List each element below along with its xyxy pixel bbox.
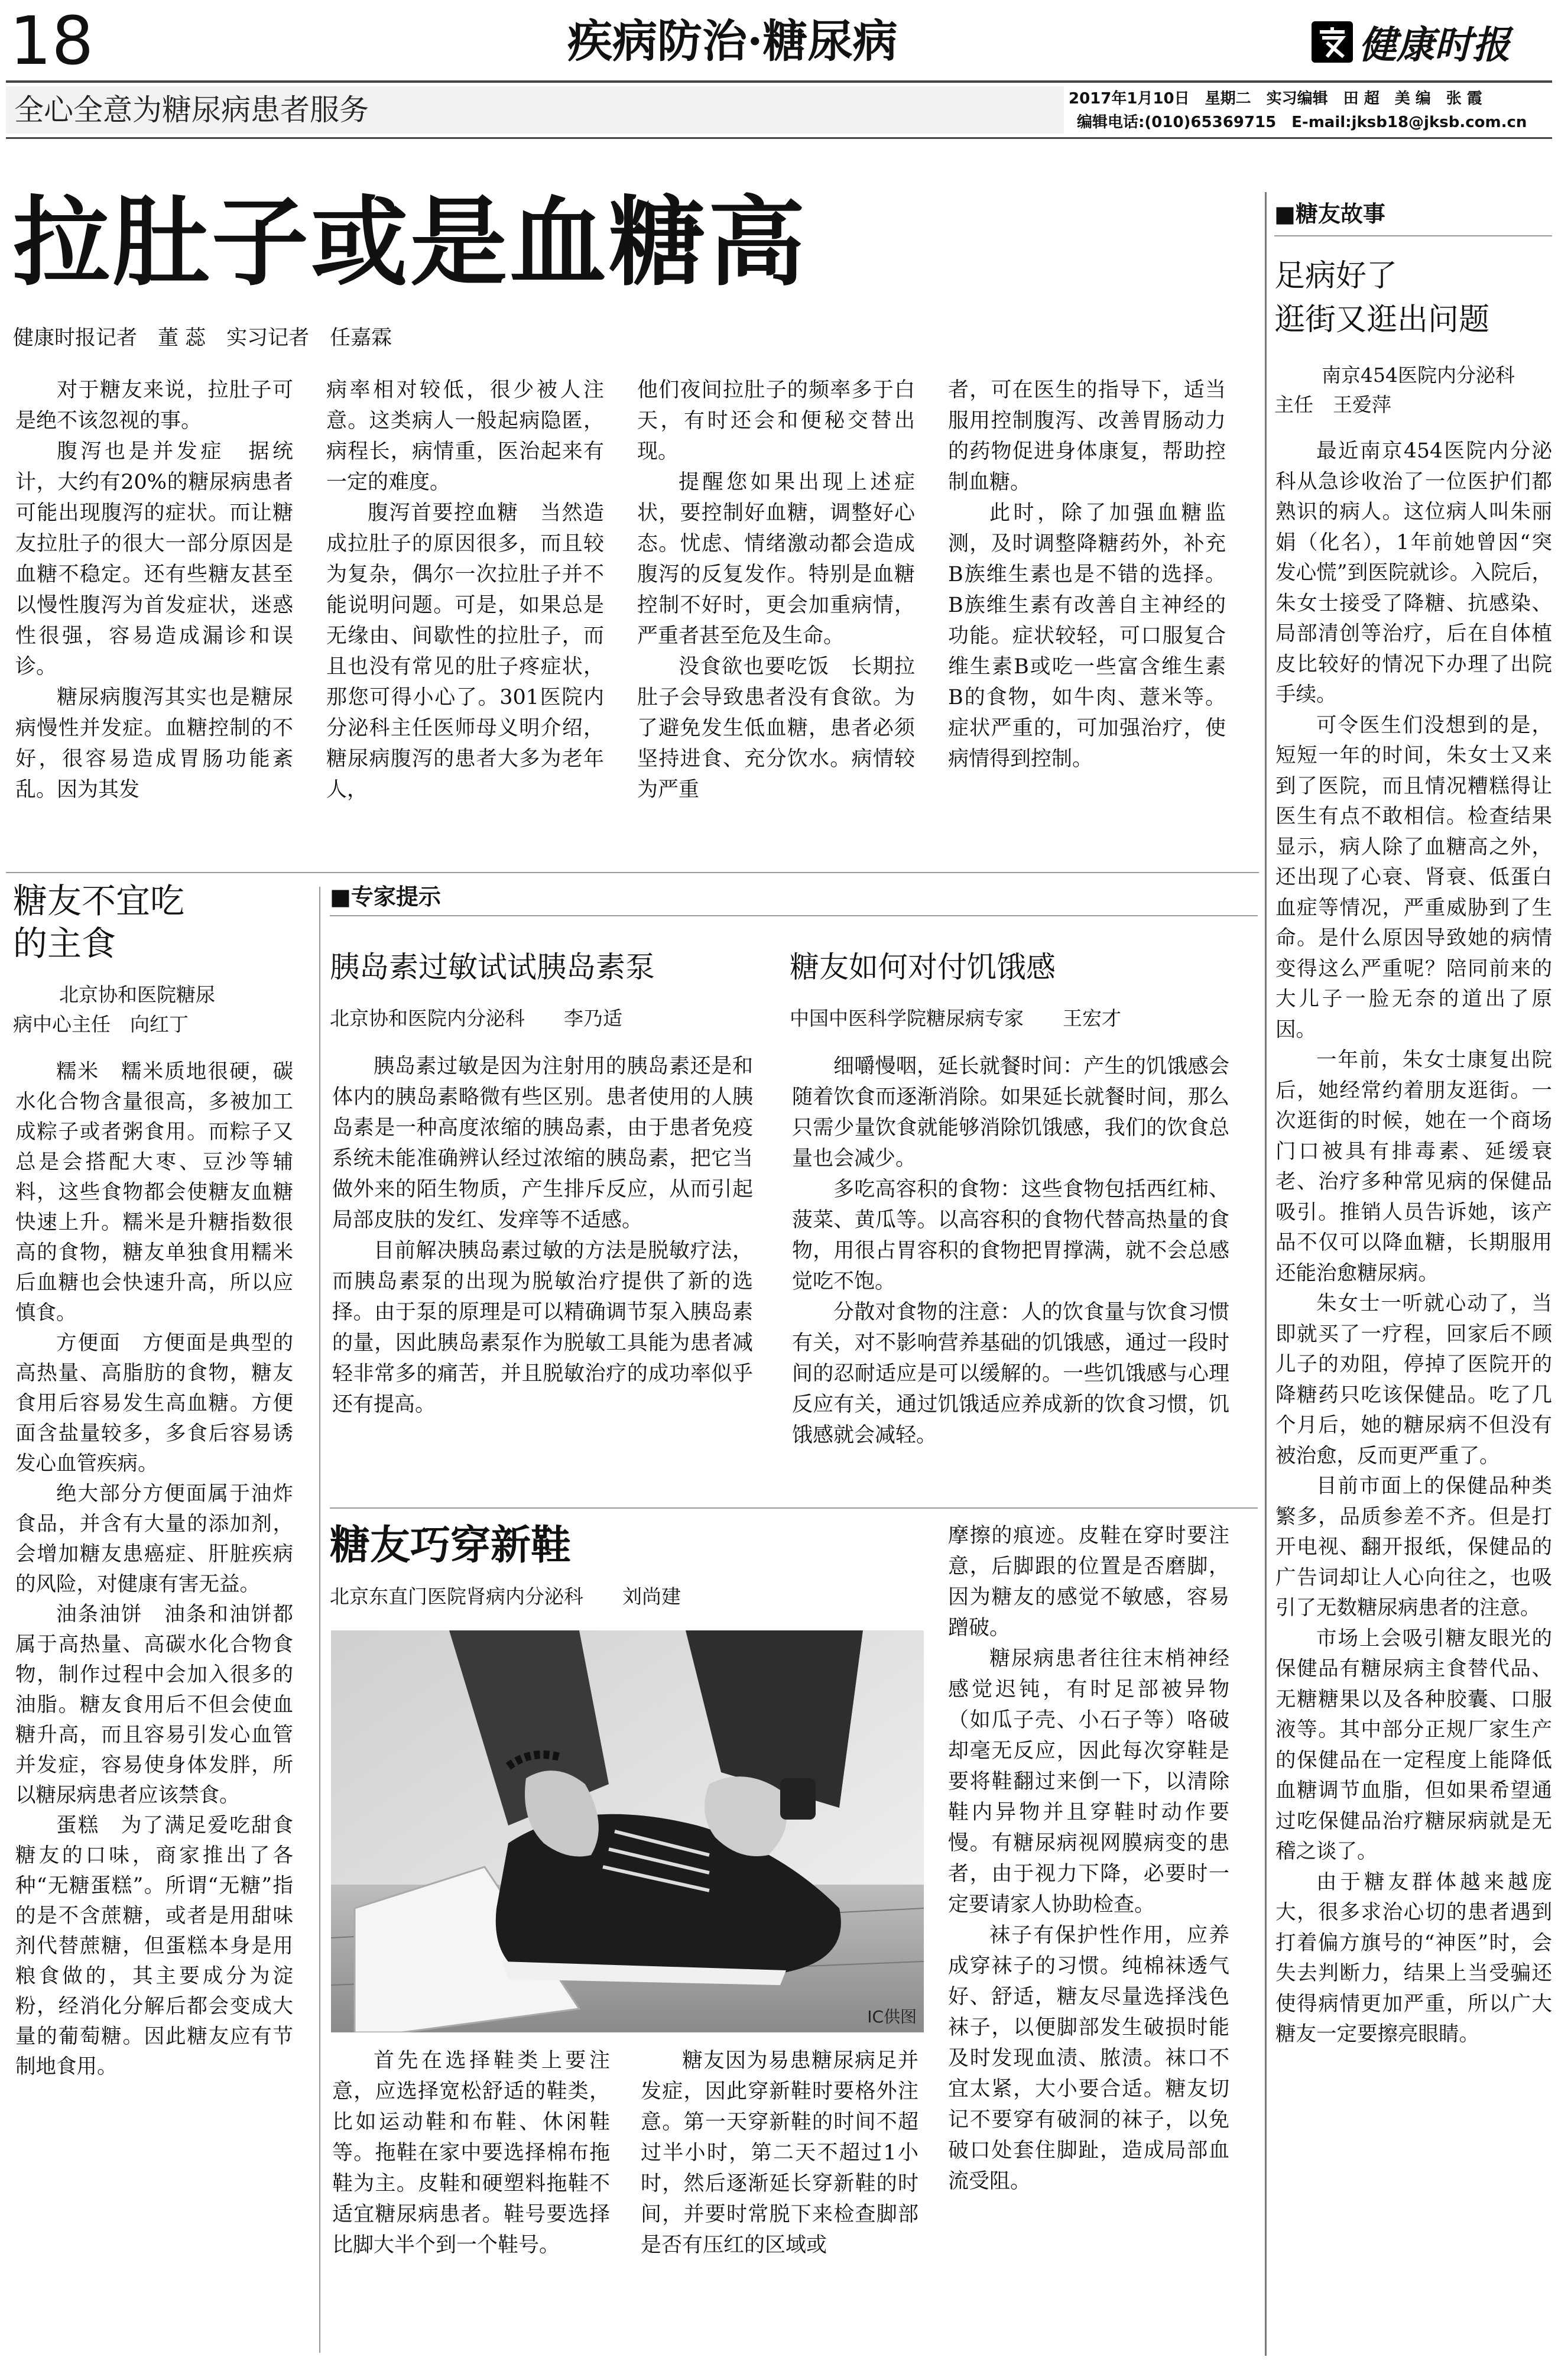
left-column-rule (319, 887, 320, 2353)
section-title: 疾病防治·糖尿病 (567, 15, 898, 67)
paragraph: 对于糖友来说，拉肚子可是绝不该忽视的事。 (15, 378, 293, 433)
paragraph: 最近南京454医院内分泌科从急诊收治了一位医护们都熟识的病人。这位病人叫朱丽娟（化名），1年前她曾因“突发心慌”到医院就诊。入院后，朱女士接受了降糖、抗感染、局部清创等治疗，后在自体植皮比较好的情况下办理了出院手续。 (1275, 439, 1552, 706)
shoes-title: 糖友巧穿新鞋 (330, 1522, 572, 1569)
paragraph: 一年前，朱女士康复出院后，她经常约着朋友逛街。一次逛街的时候，她在一个商场门口被具有排毒素、延缓衰老、治疗多种常见病的保健品吸引。推销人员告诉她，该产品不仅可以降血糖，长期服用还能治愈糖尿病。 (1275, 1048, 1552, 1285)
paragraph: 目前解决胰岛素过敏的方法是脱敏疗法，而胰岛素泵的出现为脱敏治疗提供了新的选择。由于泵的原理是可以精确调节泵入胰岛素的量，因此胰岛素泵作为脱敏工具能为患者减轻非常多的痛苦，并且脱敏治疗的成功率似乎还有提高。 (332, 1239, 753, 1416)
paragraph: 目前市面上的保健品种类繁多，品质参差不齐。但是打开电视、翻开报纸，保健品的广告词却让人心向往之，也吸引了无数糖尿病患者的注意。 (1275, 1474, 1552, 1620)
story-byline-line1: 南京454医院内分泌科 (1322, 364, 1515, 387)
paragraph: 病率相对较低，很少被人注意。这类病人一般起病隐匿，病程长，病情重，医治起来有一定的难度。 (326, 378, 604, 494)
lead-col-3 (637, 375, 915, 805)
expert-a2-title: 糖友如何对付饥饿感 (790, 950, 1056, 984)
page-number: 18 (9, 3, 94, 80)
story-title-line1: 足病好了 (1274, 258, 1398, 294)
paragraph: 袜子有保护性作用，应养成穿袜子的习惯。纯棉袜透气好、舒适，糖友尽量选择浅色袜子，以便脚部发生破损时能及时发现血渍、脓渍。袜口不宜太紧，大小要合适。糖友切记不要穿有破洞的袜子，以免破口处套住脚趾，造成局部血流受阻。 (948, 1924, 1229, 2193)
lead-headline: 拉肚子或是血糖高 (13, 185, 808, 299)
paragraph: 绝大部分方便面属于油炸食品，并含有大量的添加剂，会增加糖友患癌症、肝脏疾病的风险，对健康有害无益。 (15, 1482, 293, 1596)
sidebar-body (15, 1057, 293, 2082)
issue-meta-line2: 编辑电话:(010)65369715 E-mail:jksb18@jksb.com.cn (1077, 114, 1527, 131)
paragraph: 市场上会吸引糖友眼光的保健品有糖尿病主食替代品、无糖糖果以及各种胶囊、口服液等。其中部分正规厂家生产的保健品在一定程度上能降低血糖调节血脂，但如果希望通过吃保健品治疗糖尿病就是无稽之谈了。 (1275, 1626, 1552, 1863)
masthead-rule-bottom (6, 137, 1552, 139)
paragraph: 可令医生们没想到的是，短短一年的时间，朱女士又来到了医院，而且情况糟糕得让医生有点不敢相信。检查结果显示，病人除了血糖高之外，还出现了心衰、肾衰、低蛋白血症等情况，严重威胁到了生命。是什么原因导致她的病情变得这么严重呢？陪同前来的大儿子一脸无奈的道出了原因。 (1275, 713, 1552, 1042)
paragraph: 分散对食物的注意：人的饮食量与饮食习惯有关，对不影响营养基础的饥饿感，通过一段时间的忍耐适应是可以缓解的。一些饥饿感与心理反应有关，通过饥饿适应养成新的饮食习惯，饥饿感就会减轻。 (792, 1301, 1229, 1447)
story-byline-line2: 主任 王爱萍 (1274, 393, 1391, 416)
shoes-col-a (332, 2045, 610, 2261)
paragraph: 糖友因为易患糖尿病足并发症，因此穿新鞋时要格外注意。第一天穿新鞋的时间不超过半小时，第二天不超过1小时，然后逐渐延长穿新鞋的时间，并要时常脱下来检查脚部是否有压红的区域或 (641, 2049, 918, 2257)
lead-byline: 健康时报记者 董 蕊 实习记者 任嘉霖 (13, 326, 392, 350)
paragraph: 糯米 糯米质地很硬，碳水化合物含量很高，多被加工成粽子或者粥食用。而粽子又总是会搭配大枣、豆沙等辅料，这些食物都会使糖友血糖快速上升。糯米是升糖指数很高的食物，糖友单独食用糯米后血糖也会快速升高，所以应慎食。 (15, 1060, 293, 1325)
shoes-photo (331, 1630, 924, 2032)
sidebar-byline-line2: 病中心主任 向红丁 (13, 1013, 189, 1036)
paragraph: 蛋糕 为了满足爱吃甜食糖友的口味，商家推出了各种“无糖蛋糕”。所谓“无糖”指的是不含蔗糖，或者是用甜味剂代替蔗糖，但蛋糕本身是用粮食做的，其主要成分为淀粉，经消化分解后都会变成大量的葡萄糖。因此糖友应有节制地食用。 (15, 1814, 293, 2079)
shoes-byline: 北京东直门医院肾病内分泌科 刘尚建 (330, 1585, 681, 1608)
lead-col-1 (15, 375, 293, 805)
photo-credit: IC供图 (867, 2007, 917, 2026)
expert-a1-byline: 北京协和医院内分泌科 李乃适 (330, 1007, 622, 1030)
expert-label-rule (330, 915, 1258, 916)
story-label: ■糖友故事 (1274, 201, 1385, 227)
story-body (1275, 436, 1552, 2050)
logo (1309, 17, 1510, 67)
paragraph: 者，可在医生的指导下，适当服用控制腹泻、改善胃肠动力的药物促进身体康复，帮助控制血糖。 (948, 378, 1226, 494)
paragraph: 多吃高容积的食物：这些食物包括西红柿、菠菜、黄瓜等。以高容积的食物代替高热量的食物，用很占胃容积的食物把胃撑满，就不会总感觉吃不饱。 (792, 1178, 1229, 1293)
sidebar-byline-line1: 北京协和医院糖尿 (59, 983, 215, 1006)
story-title-line2: 逛街又逛出问题 (1274, 302, 1490, 338)
shoe-lacing-photo-icon (331, 1630, 924, 2032)
paragraph: 糖尿病患者往往末梢神经感觉迟钝，有时足部被异物（如瓜子壳、小石子等）咯破却毫无反应，因此每次穿鞋是要将鞋翻过来倒一下，以清除鞋内异物并且穿鞋时动作要慢。有糖尿病视网膜病变的患者，由于视力下降，必要时一定要请家人协助检查。 (948, 1647, 1229, 1917)
paragraph: 提醒您如果出现上述症状，要控制好血糖，调整好心态。忧虑、情绪激动都会造成腹泻的反复发作。特别是血糖控制不好时，更会加重病情，严重者甚至危及生命。 (637, 471, 915, 648)
paragraph: 他们夜间拉肚子的频率多于白天，有时还会和便秘交替出现。 (637, 378, 915, 463)
logo-seal-icon (1309, 19, 1355, 65)
paragraph: 腹泻也是并发症 据统计，大约有20%的糖尿病患者可能出现腹泻的症状。而让糖友拉肚子的很大一部分原因是血糖不稳定。还有些糖友甚至以慢性腹泻为首发症状，迷惑性很强，容易造成漏诊和误诊。 (15, 440, 293, 679)
right-column-rule (1265, 192, 1267, 2356)
paragraph: 细嚼慢咽，延长就餐时间：产生的饥饿感会随着饮食而逐渐消除。如果延长就餐时间，那么只需少量饮食就能够消除饥饿感，我们的饮食总量也会减少。 (792, 1055, 1229, 1170)
paragraph: 首先在选择鞋类上要注意，应选择宽松舒适的鞋类，比如运动鞋和布鞋、休闲鞋等。拖鞋在家中要选择棉布拖鞋为主。皮鞋和硬塑料拖鞋不适宜糖尿病患者。鞋号要选择比脚大半个到一个鞋号。 (332, 2049, 610, 2257)
shoes-col-b (641, 2045, 918, 2261)
lead-bottom-rule (6, 872, 1259, 873)
paragraph: 此时，除了加强血糖监测，及时调整降糖药外，补充B族维生素也是不错的选择。B族维生素有改善自主神经的功能。症状较轻，可口服复合维生素B或吃一些富含维生素B的食物，如牛肉、薏米等。症状严重的，可加强治疗，使病情得到控制。 (948, 501, 1226, 771)
lead-col-2 (326, 375, 604, 805)
expert-a1-title: 胰岛素过敏试试胰岛素泵 (330, 950, 655, 984)
masthead-rule (6, 80, 1552, 83)
paragraph: 糖尿病腹泻其实也是糖尿病慢性并发症。血糖控制的不好，很容易造成胃肠功能紊乱。因为其发 (15, 686, 293, 802)
expert-a2-byline: 中国中医科学院糖尿病专家 王宏才 (790, 1007, 1121, 1030)
expert-a1-body (332, 1051, 753, 1420)
expert-bottom-rule (330, 1507, 1258, 1509)
lead-col-4 (948, 375, 1226, 774)
sidebar-title-line2: 的主食 (13, 923, 116, 964)
story-label-rule (1274, 235, 1552, 236)
logo-text: 健康时报 (1359, 23, 1510, 67)
paragraph: 没食欲也要吃饭 长期拉肚子会导致患者没有食欲。为了避免发生低血糖，患者必须坚持进食、充分饮水。病情较为严重 (637, 655, 915, 802)
paragraph: 油条油饼 油条和油饼都属于高热量、高碳水化合物食物，制作过程中会加入很多的油脂。糖友食用后不但会使血糖升高，而且容易引发心血管并发症，容易使身体发胖，所以糖尿病患者应该禁食。 (15, 1603, 293, 1807)
sidebar-title-line1: 糖友不宜吃 (13, 881, 185, 921)
paragraph: 朱女士一听就心动了，当即就买了一疗程，回家后不顾儿子的劝阻，停掉了医院开的降糖药只吃该保健品。吃了几个月后，她的糖尿病不但没有被治愈，反而更严重了。 (1275, 1292, 1552, 1468)
paragraph: 方便面 方便面是典型的高热量、高脂肪的食物，糖友食用后容易发生高血糖。方便面含盐量较多，多食后容易诱发心血管疾病。 (15, 1331, 293, 1476)
shoes-col-c (948, 1520, 1229, 2197)
paragraph: 摩擦的痕迹。皮鞋在穿时要注意，后脚跟的位置是否磨脚，因为糖友的感觉不敏感，容易蹭破。 (948, 1524, 1229, 1640)
paragraph: 胰岛素过敏是因为注射用的胰岛素还是和体内的胰岛素略微有些区别。患者使用的人胰岛素是一种高度浓缩的胰岛素，由于患者免疫系统未能准确辨认经过浓缩的胰岛素，把它当做外来的陌生物质，产生排斥反应，从而引起局部皮肤的发红、发痒等不适感。 (332, 1055, 753, 1232)
slogan: 全心全意为糖尿病患者服务 (14, 93, 369, 127)
expert-a2-body (792, 1051, 1229, 1451)
expert-label: ■专家提示 (330, 884, 441, 910)
paragraph: 由于糖友群体越来越庞大，很多求治心切的患者遇到打着偏方旗号的“神医”时，会失去判断力，结果上当受骗还使得病情更加严重，所以广大糖友一定要擦亮眼睛。 (1275, 1870, 1552, 2046)
paragraph: 腹泻首要控血糖 当然造成拉肚子的原因很多，而且较为复杂，偶尔一次拉肚子并不能说明问题。可是，如果总是无缘由、间歇性的拉肚子，而且也没有常见的肚子疼症状，那您可得小心了。301医院内分泌科主任医师母义明介绍，糖尿病腹泻的患者大多为老年人， (326, 501, 604, 802)
issue-meta-line1: 2017年1月10日 星期二 实习编辑 田 超 美 编 张 霞 (1069, 90, 1482, 108)
